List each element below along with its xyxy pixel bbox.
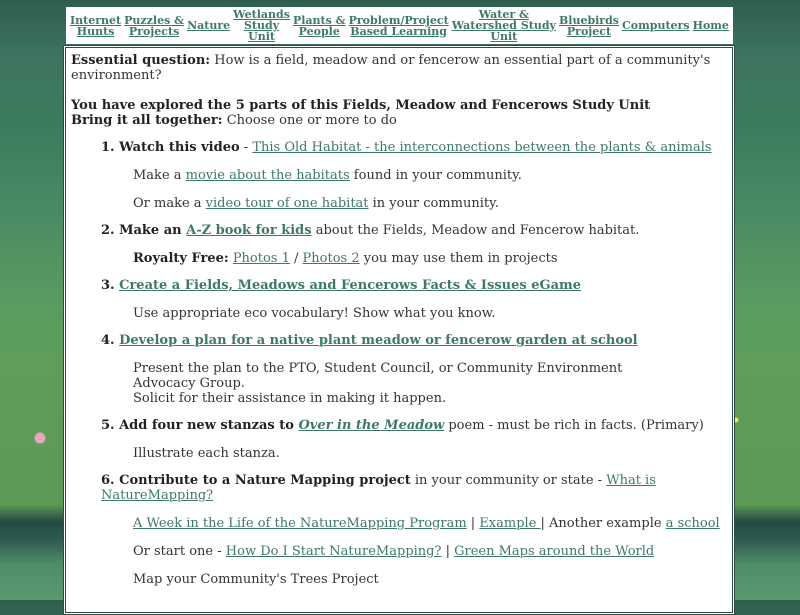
nav-label: People: [298, 24, 340, 38]
bring-together-label: Bring it all together:: [71, 113, 223, 128]
separator: /: [289, 251, 303, 266]
separator: |: [466, 516, 480, 531]
activity-6-sub-1: [133, 516, 727, 531]
what-is-naturemapping-link[interactable]: What is NatureMapping?: [101, 473, 656, 503]
green-maps-link[interactable]: Green Maps around the World: [454, 544, 655, 559]
nav-computers[interactable]: [622, 20, 690, 31]
nav-puzzles-projects[interactable]: [124, 15, 184, 37]
text: in your community.: [368, 196, 499, 211]
nav-label: Plants &: [292, 13, 346, 27]
activity-4: [101, 333, 727, 348]
activity-3-sub: Use appropriate eco vocabulary! Show what you know.: [133, 306, 496, 321]
a-school-link[interactable]: a school: [665, 516, 720, 531]
nav-label: Computers: [622, 19, 690, 32]
nav-label: Problem/Project: [348, 13, 449, 27]
main-content: [63, 45, 735, 615]
text: | Another example: [540, 516, 666, 531]
over-in-the-meadow-link[interactable]: Over in the Meadow: [298, 418, 445, 433]
royalty-free-label: Royalty Free:: [133, 251, 229, 266]
video-tour-link[interactable]: video tour of one habitat: [205, 196, 369, 211]
az-book-link[interactable]: A-Z book for kids: [186, 223, 312, 238]
movie-habitats-link[interactable]: movie about the habitats: [185, 168, 350, 183]
activity-1-sub-2: [133, 196, 727, 211]
text: in your community or state -: [410, 473, 607, 488]
nav-plants-people[interactable]: [293, 15, 346, 37]
nav-label: Water &: [478, 8, 529, 21]
nav-label: Puzzles &: [124, 13, 185, 27]
nav-internet-hunts[interactable]: [70, 15, 121, 37]
activity-label: 1. Watch this video: [101, 140, 240, 155]
nav-label: Internet: [70, 13, 122, 27]
activity-6: [101, 473, 727, 503]
text: Make a: [133, 168, 186, 183]
text: about the Fields, Meadow and Fencerow habitat.: [311, 223, 640, 238]
photos-1-link[interactable]: Photos 1: [232, 251, 290, 266]
nav-nature[interactable]: [187, 20, 230, 31]
nav-label: Based Learning: [350, 24, 447, 38]
text: poem - must be rich in facts. (Primary): [444, 418, 704, 433]
essential-question-label: Essential question:: [71, 53, 211, 68]
activity-5-sub: Illustrate each stanza.: [133, 446, 280, 461]
nav-wetlands-study-unit[interactable]: [233, 9, 290, 42]
nav-label: Project: [566, 24, 612, 38]
how-start-naturemapping-link[interactable]: How Do I Start NatureMapping?: [225, 544, 442, 559]
explored-heading: You have explored the 5 parts of this Fields, Meadow and Fencerows Study Unit: [71, 98, 651, 113]
activity-5: [101, 418, 727, 433]
activity-2-sub: [133, 251, 727, 266]
activity-1: [101, 140, 727, 155]
separator: |: [441, 544, 455, 559]
text: you may use them in projects: [359, 251, 558, 266]
native-plant-plan-link[interactable]: Develop a plan for a native plant meadow or fencerow garden at school: [119, 333, 638, 348]
activity-1-sub-1: [133, 168, 727, 183]
activity-4-sub: [133, 361, 633, 406]
top-nav: [66, 7, 733, 44]
activity-6-sub-3: Map your Community's Trees Project: [133, 572, 379, 587]
nav-label: Bluebirds: [558, 13, 619, 27]
activity-label: 3.: [101, 278, 120, 293]
this-old-habitat-link[interactable]: This Old Habitat - the interconnections between the plants & animals: [252, 140, 712, 155]
photos-2-link[interactable]: Photos 2: [302, 251, 360, 266]
nav-label: Projects: [128, 24, 180, 38]
separator: -: [239, 140, 253, 155]
nav-label: Hunts: [76, 24, 115, 38]
nav-water-watershed-study-unit[interactable]: [452, 9, 556, 42]
activity-label: 4.: [101, 333, 120, 348]
activity-3: [101, 278, 727, 293]
nav-label: Nature: [187, 19, 231, 32]
nav-label: Watershed Study: [451, 19, 556, 32]
nav-bluebirds-project[interactable]: [559, 15, 619, 37]
text: Or make a: [133, 196, 206, 211]
nav-home[interactable]: [693, 20, 729, 31]
nav-problem-project-based-learning[interactable]: [349, 15, 449, 37]
bring-together-text: Choose one or more to do: [222, 113, 397, 128]
explored-text: [71, 98, 727, 113]
nav-label: Wetlands: [233, 8, 290, 21]
bring-together: [71, 113, 727, 128]
essential-question-text: How is a field, meadow and or fencerow an essential part of a community's environment?: [71, 53, 711, 83]
activity-6-sub-2: [133, 544, 727, 559]
text: found in your community.: [349, 168, 522, 183]
essential-question: [71, 53, 727, 83]
example-link[interactable]: Example: [479, 516, 541, 531]
text: Or start one -: [133, 544, 226, 559]
nav-label: Unit: [248, 30, 275, 43]
text: Solicit for their assistance in making it happen.: [133, 391, 447, 406]
activity-label: 6. Contribute to a Nature Mapping project: [101, 473, 411, 488]
egame-link[interactable]: Create a Fields, Meadows and Fencerows Facts & Issues eGame: [119, 278, 582, 293]
text: Present the plan to the PTO, Student Council, or Community Environment Advocacy Group.: [133, 361, 623, 391]
activity-2: [101, 223, 727, 238]
nav-label: Home: [692, 19, 729, 32]
activity-label: 5. Add four new stanzas to: [101, 418, 299, 433]
activity-label: 2. Make an: [101, 223, 187, 238]
nav-label: Unit: [490, 30, 518, 43]
week-in-life-link[interactable]: A Week in the Life of the NatureMapping Program: [133, 516, 467, 531]
nav-label: Study: [243, 19, 280, 32]
